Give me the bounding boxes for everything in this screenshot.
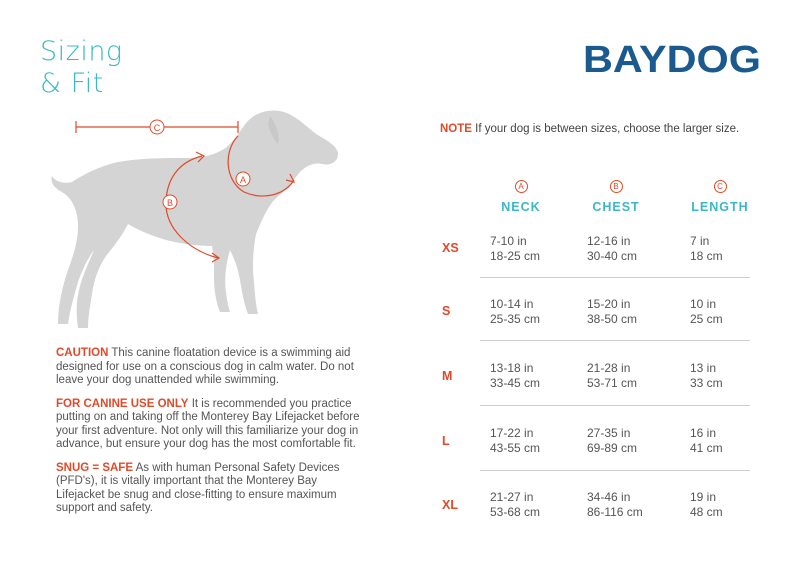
size-note	[440, 123, 739, 135]
row-divider	[480, 277, 750, 278]
length-cell: 16 in 41 cm	[690, 426, 723, 455]
marker-c-label: C	[153, 123, 161, 133]
column-length-letter: C	[714, 180, 727, 193]
canine-use-keyword: FOR CANINE USE ONLY	[56, 397, 189, 410]
size-label: L	[442, 434, 450, 448]
marker-b-label: B	[166, 198, 174, 208]
neck-cell: 13-18 in 33-45 cm	[490, 361, 541, 390]
canine-use-note	[56, 398, 366, 452]
length-cell: 10 in 25 cm	[690, 297, 723, 326]
title-line-2: & Fit	[40, 68, 104, 99]
caution-note	[56, 347, 366, 388]
neck-cell: 10-14 in 25-35 cm	[490, 297, 541, 326]
dog-measurement-diagram	[48, 100, 368, 340]
neck-cell: 17-22 in 43-55 cm	[490, 426, 541, 455]
caution-text: This canine floatation device is a swimming aid designed for use on a conscious dog in calm water. Do not leave your dog unattended while swimming.	[56, 347, 354, 386]
column-neck-letter: A	[515, 180, 528, 193]
size-row-s	[430, 297, 750, 359]
length-cell: 7 in 18 cm	[690, 234, 723, 263]
chest-cell: 27-35 in 69-89 cm	[587, 426, 638, 455]
size-label: M	[442, 369, 453, 383]
size-row-m	[430, 361, 750, 423]
column-neck-label: NECK	[501, 200, 541, 214]
caution-keyword: CAUTION	[56, 347, 109, 359]
row-divider	[480, 405, 750, 406]
chest-cell: 15-20 in 38-50 cm	[587, 297, 638, 326]
size-row-l	[430, 426, 750, 488]
column-chest-letter: B	[610, 180, 623, 193]
page-title	[40, 36, 123, 100]
marker-a-label: A	[239, 175, 247, 185]
brand-wordmark: BAYDOG	[583, 39, 761, 80]
neck-cell: 21-27 in 53-68 cm	[490, 490, 541, 519]
size-label: S	[442, 304, 451, 318]
chest-cell: 21-28 in 53-71 cm	[587, 361, 638, 390]
title-line-1: Sizing	[40, 36, 123, 67]
size-label: XS	[442, 241, 459, 255]
column-length-label: LENGTH	[691, 200, 749, 214]
chest-cell: 12-16 in 30-40 cm	[587, 234, 638, 263]
canine-use-text: It is recommended you practice putting on and taking off the Monterey Bay Lifejacket before your first adventure. Not only will this familiarize your dog in advance, but ensure your dog has the most comfortable fit.	[56, 397, 360, 450]
size-row-xs	[430, 234, 750, 296]
column-header-length	[675, 176, 765, 214]
size-row-xl	[430, 490, 750, 552]
chest-cell: 34-46 in 86-116 cm	[587, 490, 643, 519]
neck-cell: 7-10 in 18-25 cm	[490, 234, 541, 263]
size-note-keyword: NOTE	[440, 123, 472, 135]
baydog-logo-mark	[583, 38, 765, 80]
row-divider	[480, 340, 750, 341]
safety-notes	[56, 347, 366, 526]
row-divider	[480, 470, 750, 471]
length-cell: 19 in 48 cm	[690, 490, 723, 519]
column-header-chest	[571, 176, 661, 214]
snug-safe-keyword: SNUG = SAFE	[56, 461, 134, 474]
size-label: XL	[442, 498, 458, 512]
size-note-text: If your dog is between sizes, choose the larger size.	[475, 123, 740, 135]
dog-silhouette	[51, 111, 338, 328]
column-header-neck	[476, 176, 566, 214]
snug-safe-text: As with human Personal Safety Devices (PFD's), it is vitally important that the Monterey Bay Lifejacket be snug and close-fitting to ensure maximum support and safety.	[56, 461, 340, 514]
column-chest-label: CHEST	[592, 200, 640, 214]
length-cell: 13 in 33 cm	[690, 361, 723, 390]
snug-safe-note	[56, 462, 366, 516]
baydog-logo	[583, 38, 765, 80]
